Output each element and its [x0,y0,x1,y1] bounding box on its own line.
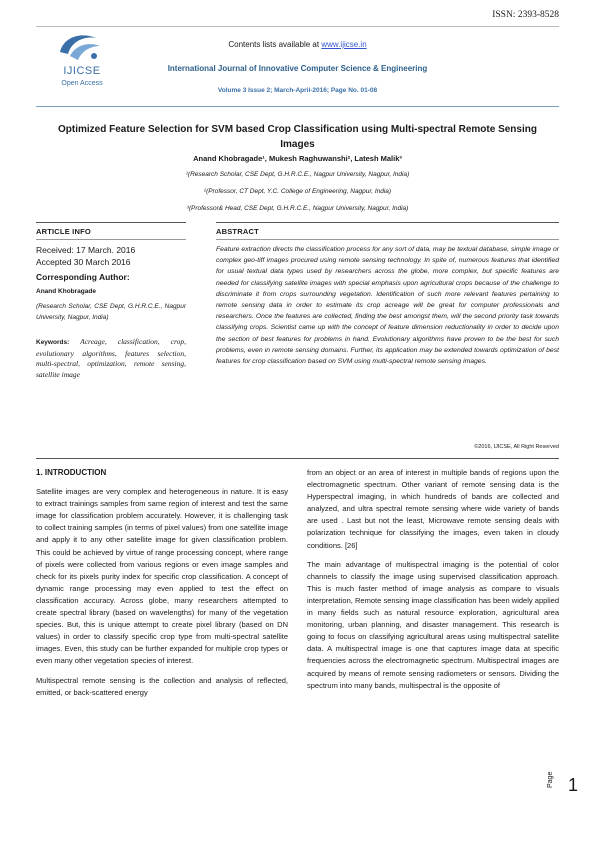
abstract-text: Feature extraction directs the classification process for any sort of data, may be textual database, simple image or complex geo-tiff images procured using remote sensing technology. In spite of, numerous features that identified for usual textual data types used by researchers across the globe, more complex, but specific features are needed for classifying satellite images with special emphasis upon agricultural crops because of the challenge to discriminate it from crops surrounding vegetation. Identification of such more relevant features pertaining to remote sensing data in order to estimate its crop acreage will be great for computer professionals and researchers. Once the features are collected, finding the best amongst them, will the second priority task towards classifying crops. Scientist came up with the concept of feature dimension reductionality in order to decide upon the section of best features for problems in hand. Evolutionary algorithms have proven to be the best for such problems, even in remote sensing domains. Further, its application may be extended towards optimization of best features for crop classification based on SVM using multi-spectral remote sensing images. [216,246,559,366]
keywords-label: Keywords: [36,339,70,346]
affiliation-1: ¹(Research Scholar, CSE Dept, G.H.R.C.E., Nagpur University, Nagpur, India) [185,171,410,178]
received-date: Received: 17 March. 2016 [36,245,136,255]
logo-name: IJICSE [63,65,101,77]
header-rule [36,106,559,107]
body-left-column [36,467,288,706]
body-paragraph: Satellite images are very complex and heterogeneous in nature. It is easy to extract trainings samples from same region of interest and test the same image for classification problem accurately. However, it is challenging task to collect training samples (in terms of pixel values) from one satellite image and apply it to any other satellite image for given classification problem. This could be achieved by virtue of range processing concept, where range of pixels were collected from various regions or even image samples and check for its pixels purity index for specific crop classification. A concept of dynamic range processing may even applied to test the effect on classification accuracy. Across globe, many researchers attempted to create spectral library (based on wavelengths) for many of the vegetation species. But, this is unique attempt to create pixel library (based on DN values) in order to classify specific crop type from multi-spectral satellite images. Even, this study can be further expanded for multiple crop types or even many other vegetation species of interest. [36,487,288,666]
section-rule [216,239,559,240]
affiliation-3: ³(Professor& Head, CSE Dept, G.H.R.C.E., Nagpur University, Nagpur, India) [186,205,409,212]
abstract-heading: ABSTRACT [216,227,259,236]
section-rule [216,222,559,223]
top-rule [36,26,559,27]
body-paragraph: The main advantage of multispectral imaging is the potential of color channels to classify the image using supervised classification approach. This is much faster method of image analysis as compare to visuals interpretation, Remote sensing image classification has been widely applied in many fields such as natural resource exploration, agricultural area monitoring, urban planning, and disaster management. This research is going to focus on classifying agricultural areas using multispectral satellite data. A multispectral image is one that captures image data at specific frequencies across the electromagnetic spectrum. Multispectral images are acquired by means of remote sensing radiometers or sensors. Dividing the spectrum into many bands, multispectral is the opposite of [307,559,559,690]
journal-name: International Journal of Innovative Computer Science & Engineering [167,64,428,73]
page-number: 1 [568,775,579,795]
issn-label: ISSN: 2393-8528 [492,10,559,20]
logo-subtitle: Open Access [61,80,103,87]
volume-line: Volume 3 Issue 2; March-April-2016; Page No. 01-08 [217,87,378,94]
article-info-section [36,222,186,380]
introduction-heading: 1. INTRODUCTION [36,468,107,477]
article-info-heading: ARTICLE INFO [36,227,91,236]
copyright-notice: ©2016, IJICSE, All Right Reserved [474,444,559,450]
paper-title: Optimized Feature Selection for SVM based Crop Classification using Multi-spectral Remote Sensing Images [58,124,537,150]
keywords-text: Acreage, classification, crop, evolutionary algorithms, features selection, multi-spectral, optimization, remote sensing, satellite image [36,337,186,379]
corresponding-author-heading: Corresponding Author: [36,272,130,282]
affiliation-2: ²(Professor, CT Dept, Y.C. College of Engineering, Nagpur, India) [203,188,392,195]
paper-authors: Anand Khobragade¹, Mukesh Raghuwanshi², Latesh Malik³ [193,154,402,163]
keywords [36,337,186,380]
contents-prefix: Contents lists available at [228,40,322,49]
section-rule [36,239,186,240]
body-paragraph: from an object or an area of interest in multiple bands of regions upon the electromagnetic spectrum. Other variant of remote sensing data is the Hyperspectral imaging, in which hundreds of bands are collected and analyzed, and ultra spectral remote sensing where wide variety of bands are used . Last but not the least, Microwave remote sensing deals with polarization technique for classifying the images, even taken in cloudy conditions. [26] [307,468,559,550]
body-separator-rule [36,458,559,459]
journal-website-link[interactable]: www.ijicse.in [321,40,367,49]
body-right-column [307,467,559,699]
contents-line [0,40,595,49]
abstract-section [216,222,559,367]
corresponding-author-name: Anand Khobragade [36,288,96,295]
section-rule [36,222,186,223]
accepted-date: Accepted 30 March 2016 [36,257,131,267]
corresponding-author-affiliation: (Research Scholar, CSE Dept, G.H.R.C.E., Nagpur University, Nagpur, India) [36,303,186,321]
page-label: Page [547,771,554,788]
body-paragraph: Multispectral remote sensing is the collection and analysis of reflected, emitted, or back-scattered energy [36,675,288,697]
